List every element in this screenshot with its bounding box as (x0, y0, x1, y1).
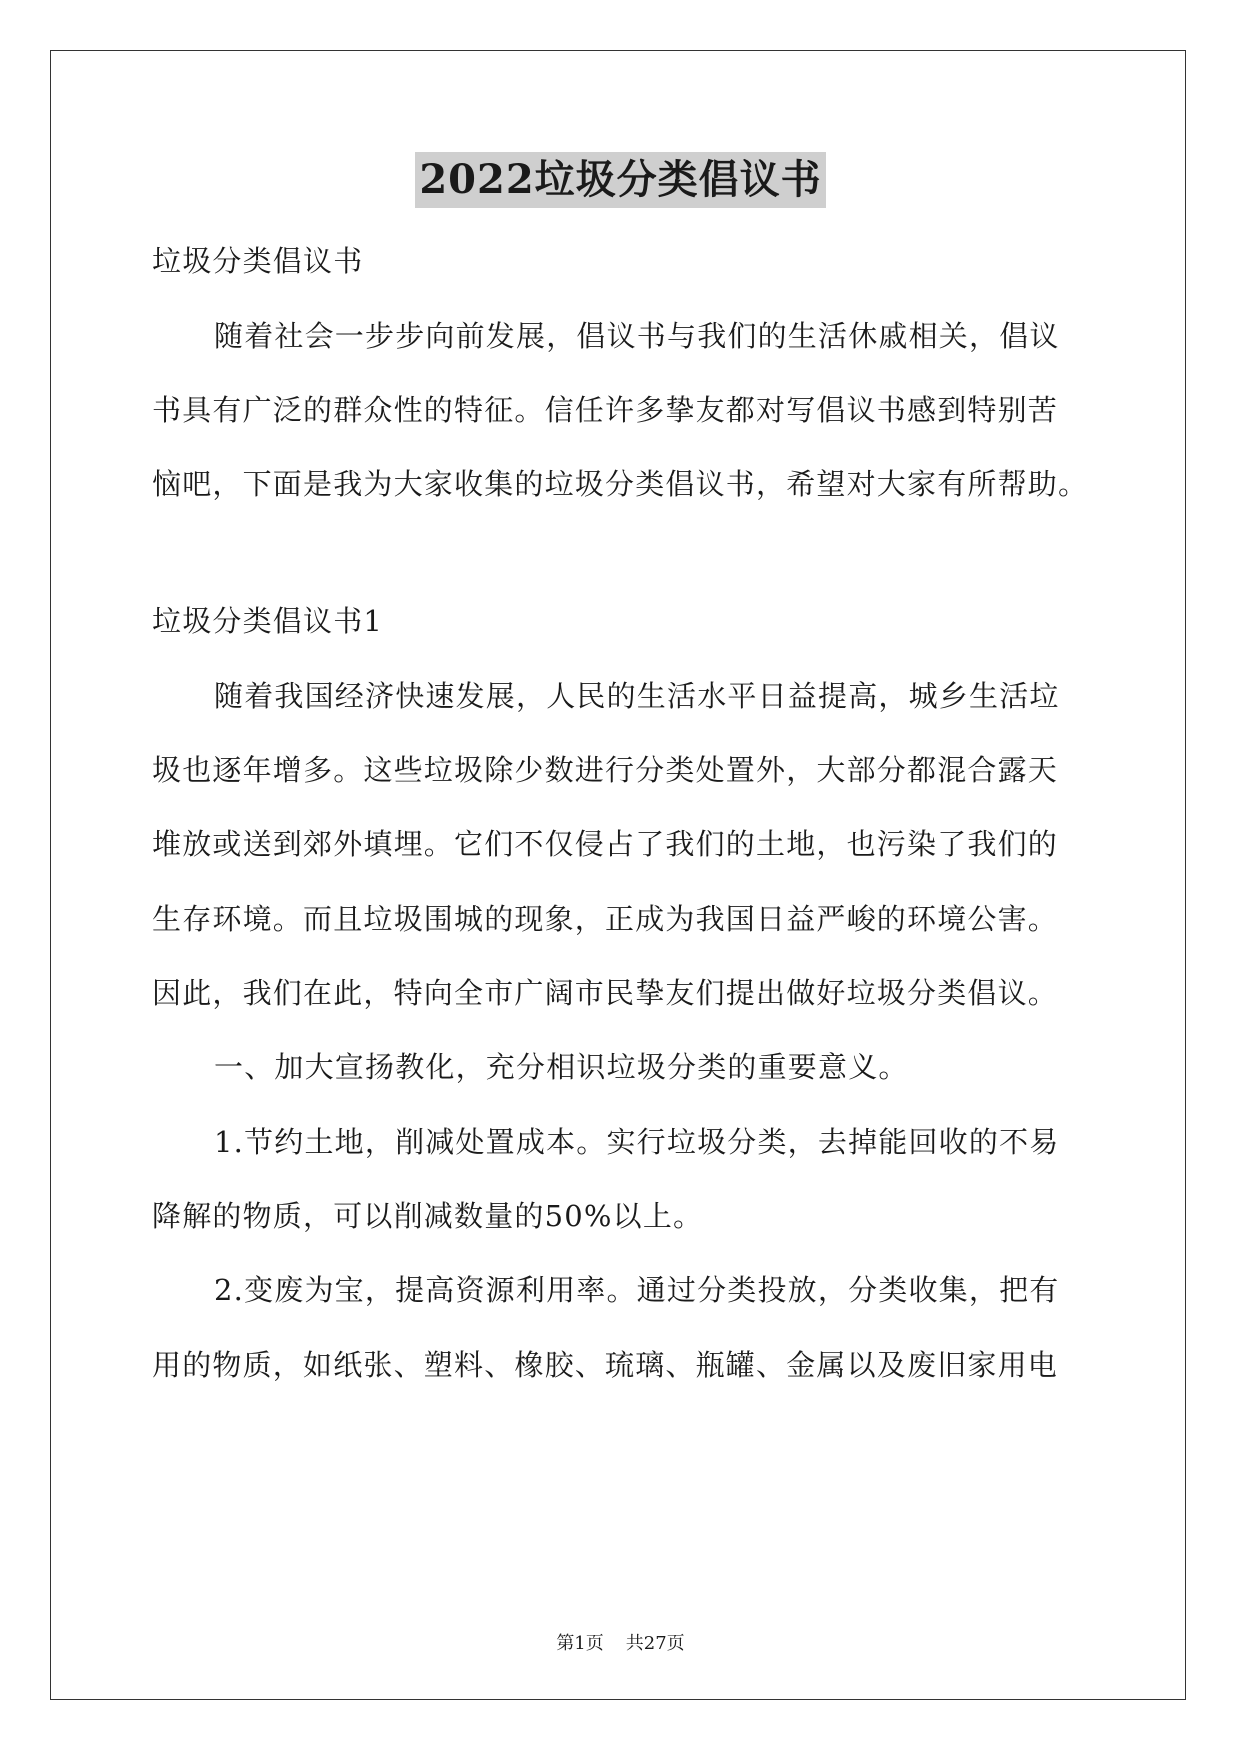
paragraph-line: 生存环境。而且垃圾围城的现象，正成为我国日益严峻的环境公害。 (152, 902, 1059, 936)
section-heading: 垃圾分类倡议书1 (152, 604, 384, 638)
title-container (0, 152, 1241, 208)
section-heading: 垃圾分类倡议书 (152, 244, 364, 278)
paragraph-line: 随着我国经济快速发展，人民的生活水平日益提高，城乡生活垃 (214, 679, 1060, 713)
paragraph-line: 恼吧，下面是我为大家收集的垃圾分类倡议书，希望对大家有所帮助。 (152, 467, 1089, 501)
page-border (50, 50, 1186, 1700)
paragraph-line: 1.节约土地，削减处置成本。实行垃圾分类，去掉能回收的不易 (214, 1125, 1060, 1159)
paragraph-line: 2.变废为宝，提高资源利用率。通过分类投放，分类收集，把有 (214, 1273, 1060, 1307)
page-footer (0, 1632, 1241, 1656)
paragraph-line: 圾也逐年增多。这些垃圾除少数进行分类处置外，大部分都混合露天 (152, 753, 1059, 787)
total-pages: 共27页 (625, 1633, 685, 1654)
paragraph-line: 书具有广泛的群众性的特征。信任许多挚友都对写倡议书感到特别苦 (152, 393, 1059, 427)
page-number: 第1页 (556, 1633, 604, 1654)
paragraph-line: 堆放或送到郊外填埋。它们不仅侵占了我们的土地，也污染了我们的 (152, 827, 1059, 861)
paragraph-line: 用的物质，如纸张、塑料、橡胶、琉璃、瓶罐、金属以及废旧家用电 (152, 1348, 1059, 1382)
paragraph-line: 随着社会一步步向前发展，倡议书与我们的生活休戚相关，倡议 (214, 319, 1060, 353)
document-title: 2022垃圾分类倡议书 (415, 152, 825, 208)
paragraph-line: 降解的物质，可以削减数量的50%以上。 (152, 1199, 704, 1233)
paragraph-line: 因此，我们在此，特向全市广阔市民挚友们提出做好垃圾分类倡议。 (152, 976, 1059, 1010)
paragraph-line: 一、加大宣扬教化，充分相识垃圾分类的重要意义。 (214, 1050, 909, 1084)
